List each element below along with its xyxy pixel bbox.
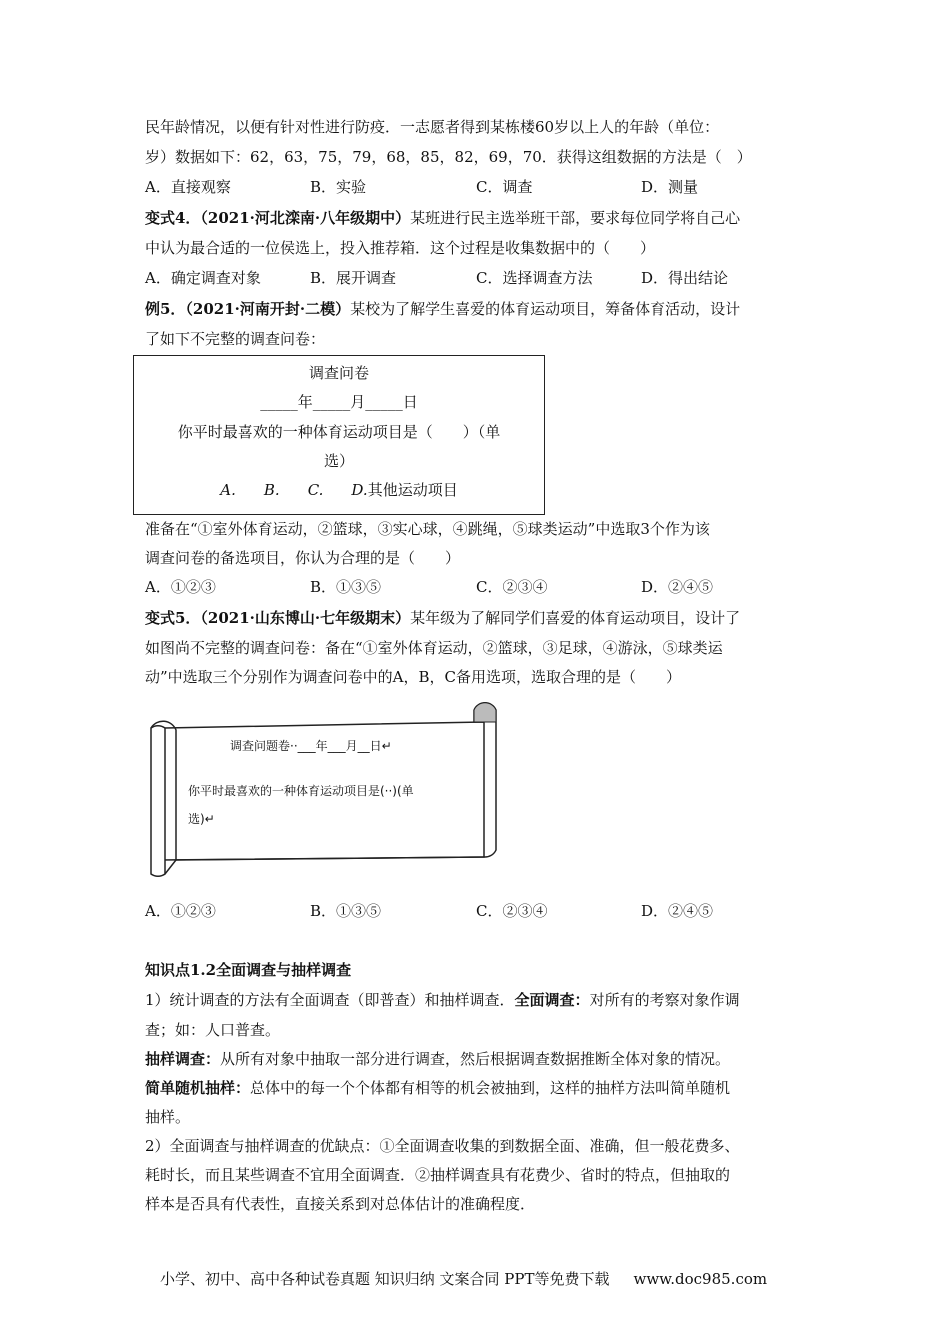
footer-text: 小学、初中、高中各种试卷真题 知识归纳 文案合同 PPT等免费下载 [160,1270,610,1288]
scroll-title: 调查问题卷··___年___月__日↵ [230,739,392,753]
variant5-line-3: 动”中选取三个分别作为调查问卷中的A，B，C备用选项，选取合理的是（ ） [145,668,682,686]
intro-line-1: 民年龄情况，以便有针对性进行防疫．一志愿者得到某栋楼60岁以上人的年龄（单位： [145,118,720,136]
knowledge-p1-line-2: 查；如：人口普查。 [145,1021,281,1039]
variant5-label: 变式5．（2021·山东博山·七年级期末） [145,609,411,627]
example5-options [145,576,815,598]
variant5-line-1 [145,607,740,629]
option-a: A．直接观察 [145,178,231,196]
option-b: B．①③⑤ [310,902,382,920]
knowledge-p2-text: 从所有对象中抽取一部分进行调查，然后根据调查数据推断全体对象的情况。 [220,1050,731,1068]
scroll-question-line-1: 你平时最喜欢的一种体育运动项目是(··)(单 [188,784,414,798]
knowledge-p3-term: 简单随机抽样： [145,1079,251,1097]
page-footer [160,1268,767,1289]
example5-line-1 [145,298,740,320]
variant5-line-2: 如图尚不完整的调查问卷：备在“①室外体育运动，②篮球，③足球，④游泳，⑤球类运 [145,639,723,657]
variant4-options [145,267,815,289]
option-a: A．①②③ [145,902,216,920]
knowledge-p4-line-2: 耗时长，而且某些调查不宜用全面调查．②抽样调查具有花费少、省时的特点，但抽取的 [145,1166,731,1184]
survey-choice-c: C. [307,481,324,499]
option-d: D．测量 [641,178,699,196]
survey-date: _____年_____月_____日 [260,393,418,411]
option-d: D．得出结论 [641,269,729,287]
knowledge-p1-term: 全面调查： [514,991,590,1009]
option-d: D．②④⑤ [641,902,714,920]
survey-choice-d: D. [351,481,368,499]
survey-choice-d-text: 其他运动项目 [367,481,458,499]
variant4-line-2: 中认为最合适的一位侯选上，投入推荐箱．这个过程是收集数据中的（ ） [145,239,656,257]
intro-line-2: 岁）数据如下：62，63，75，79，68，85，82，69，70．获得这组数据的方法是（ ） [145,148,752,166]
knowledge-p1-pre: 1）统计调查的方法有全面调查（即普查）和抽样调查． [145,991,515,1009]
survey-questionnaire-box [133,355,545,515]
knowledge-p3-line-2: 抽样。 [145,1108,191,1126]
variant5-text: 某年级为了解同学们喜爱的体育运动项目，设计了 [410,609,741,627]
example5-label: 例5．（2021·河南开封·二模） [145,300,351,318]
survey-question-line-2: 选） [323,452,354,470]
knowledge-p2 [145,1048,730,1070]
knowledge-p1-post: 对所有的考察对象作调 [589,991,740,1009]
survey-choices [134,479,544,501]
knowledge-p4-line-1: 2）全面调查与抽样调查的优缺点：①全面调查收集的到数据全面、准确，但一般花费多、 [145,1137,740,1155]
survey-choice-a: A. [220,481,236,499]
intro-options [145,176,815,198]
variant5-options [145,900,815,922]
option-a: A．确定调查对象 [145,269,261,287]
knowledge-p3-line-1 [145,1077,730,1099]
scroll-questionnaire [148,700,500,886]
option-c: C．选择调查方法 [476,269,593,287]
knowledge-p3-text: 总体中的每一个个体都有相等的机会被抽到，这样的抽样方法叫简单随机 [250,1079,731,1097]
option-c: C．②③④ [476,902,548,920]
knowledge-heading: 知识点1.2全面调查与抽样调查 [145,961,352,979]
option-d: D．②④⑤ [641,578,714,596]
option-a: A．①②③ [145,578,216,596]
option-c: C．调查 [476,178,533,196]
example5-text: 某校为了解学生喜爱的体育运动项目，筹备体育活动，设计 [350,300,741,318]
option-b: B．实验 [310,178,367,196]
knowledge-p4-line-3: 样本是否具有代表性，直接关系到对总体估计的准确程度． [145,1195,536,1213]
example5-line-2: 了如下不完整的调查问卷： [145,330,326,348]
option-b: B．①③⑤ [310,578,382,596]
knowledge-p1-line-1 [145,989,740,1011]
scroll-question-line-2: 选)↵ [188,812,215,826]
survey-question-line-1: 你平时最喜欢的一种体育运动项目是（ ）（单 [177,423,501,441]
option-b: B．展开调查 [310,269,397,287]
variant4-text: 某班进行民主选举班干部，要求每位同学将自己心 [410,209,741,227]
survey-choice-b: B. [263,481,280,499]
option-c: C．②③④ [476,578,548,596]
variant4-label: 变式4．（2021·河北滦南·八年级期中） [145,209,411,227]
footer-url[interactable]: www.doc985.com [633,1270,768,1288]
example5-after-line-1: 准备在“①室外体育运动，②篮球，③实心球，④跳绳，⑤球类运动”中选取3个作为该 [145,520,710,538]
variant4-line-1 [145,207,740,229]
example5-after-line-2: 调查问卷的备选项目，你认为合理的是（ ） [145,549,461,567]
survey-title: 调查问卷 [308,364,369,382]
knowledge-p2-term: 抽样调查： [145,1050,221,1068]
